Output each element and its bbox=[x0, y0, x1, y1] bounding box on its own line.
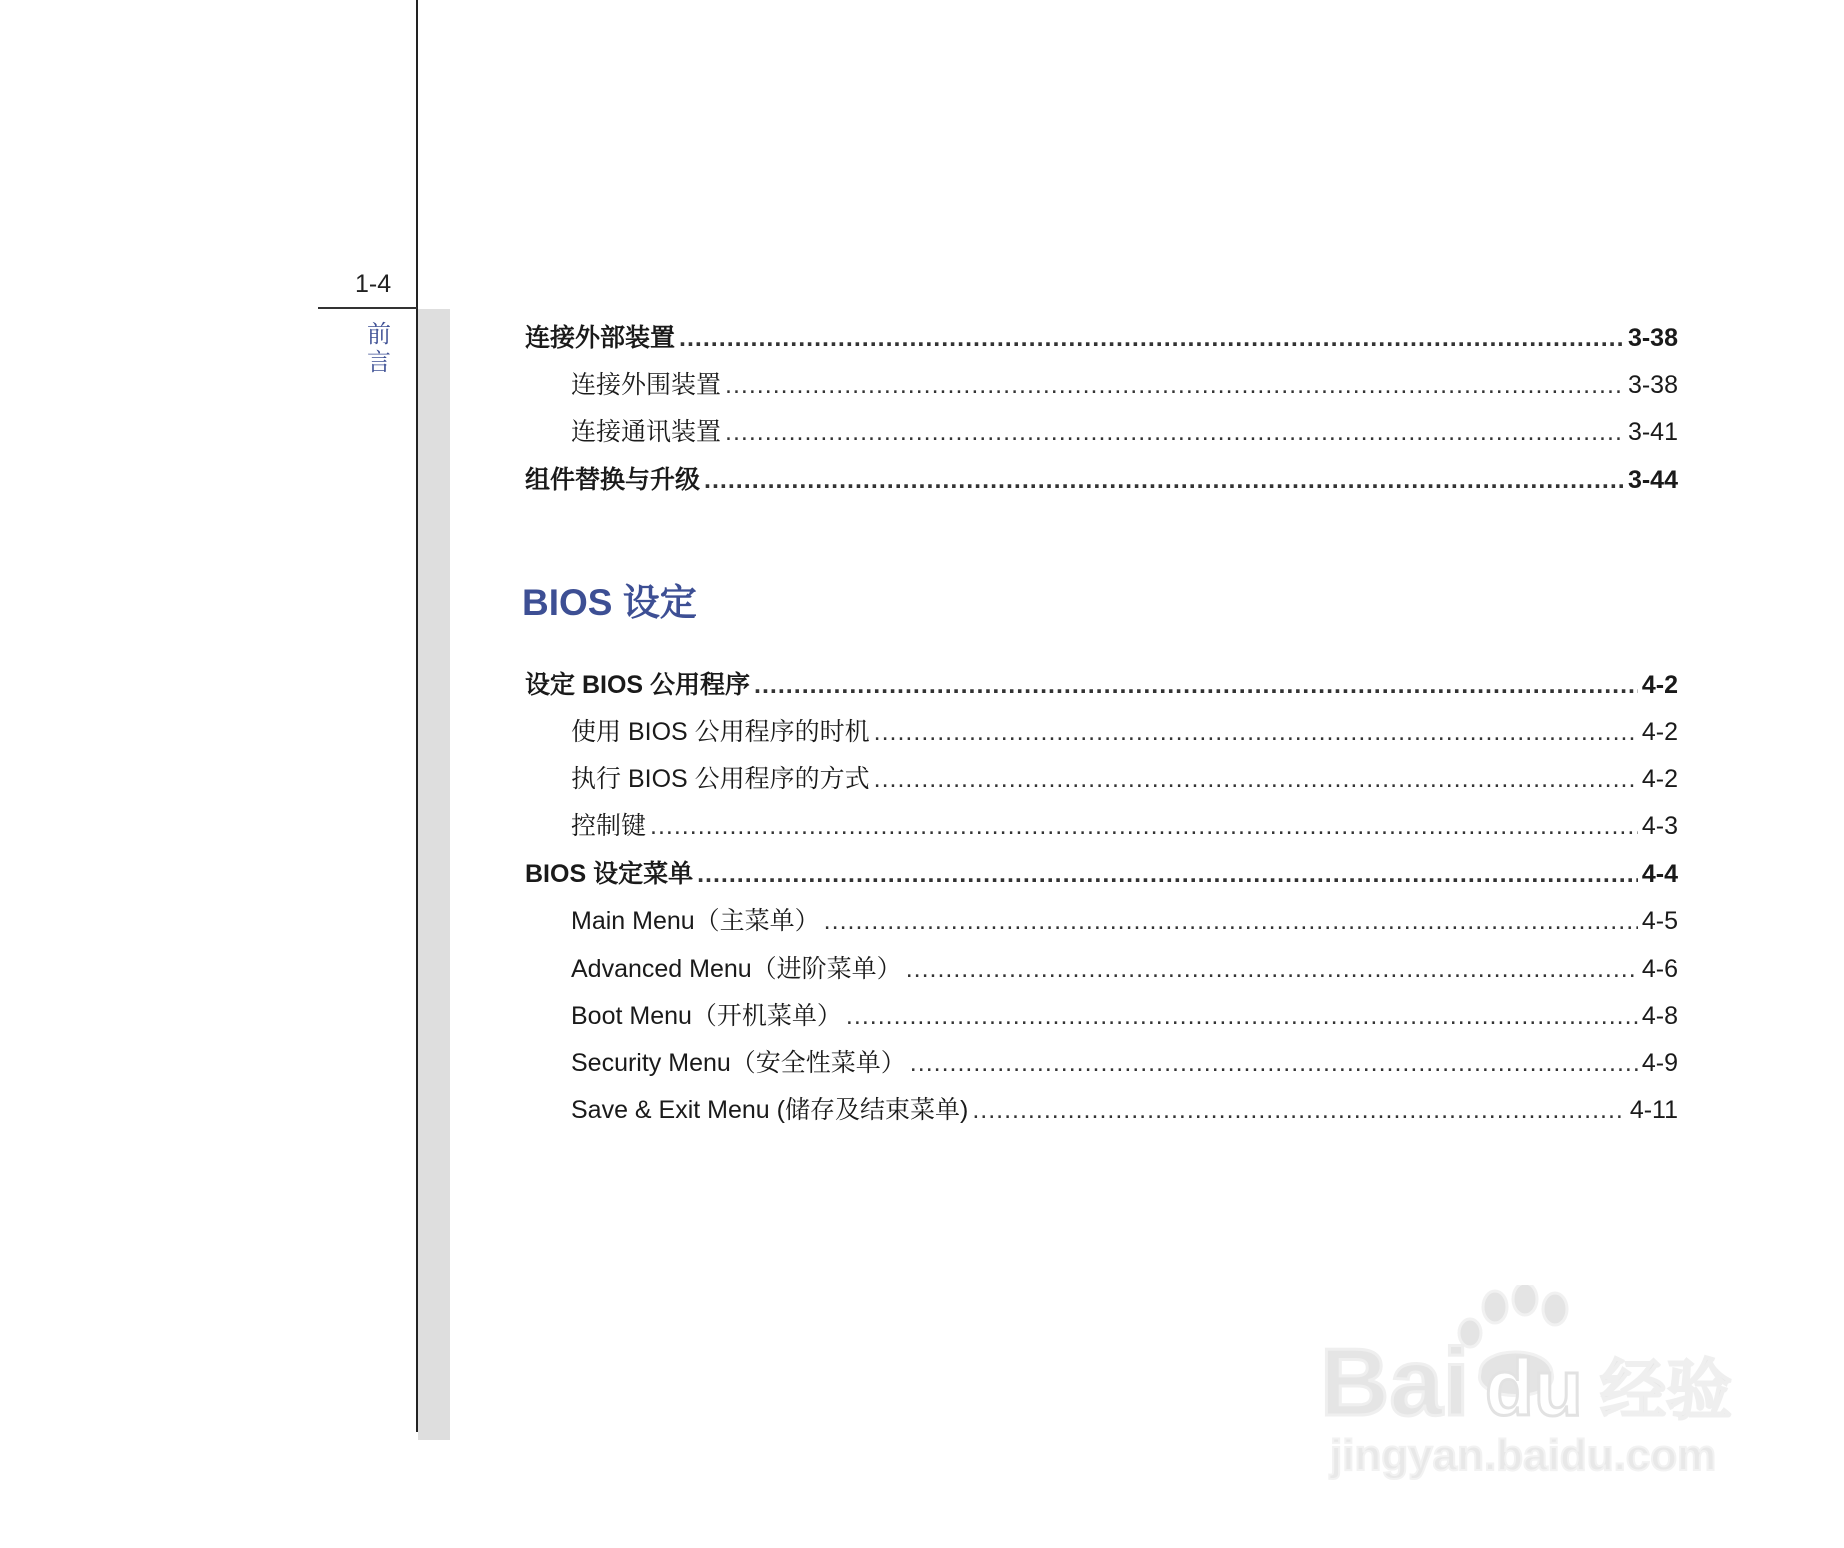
toc-entry[interactable] bbox=[525, 857, 1678, 891]
toc-leader-dots bbox=[725, 368, 1624, 402]
page-number: 1-4 bbox=[355, 270, 392, 298]
toc-entry-title: 设定 BIOS 公用程序 bbox=[525, 671, 751, 699]
toc-leader-dots bbox=[972, 1093, 1626, 1127]
toc-leader-dots bbox=[725, 415, 1624, 449]
toc-entry-page: 4-3 bbox=[1641, 812, 1678, 840]
svg-text:du: du bbox=[1485, 1343, 1583, 1432]
toc-entry-page: 3-38 bbox=[1627, 371, 1678, 399]
toc-leader-dots bbox=[824, 904, 1638, 938]
toc-leader-dots bbox=[874, 715, 1638, 749]
toc-entry[interactable] bbox=[571, 809, 1678, 843]
toc-entry-title: Main Menu（主菜单） bbox=[571, 907, 820, 935]
svg-text:jingyan.baidu.com: jingyan.baidu.com bbox=[1330, 1431, 1717, 1480]
toc-entry-page: 4-11 bbox=[1629, 1096, 1678, 1124]
toc-leader-dots bbox=[906, 952, 1638, 986]
toc-entry-page: 4-9 bbox=[1641, 1049, 1678, 1077]
toc-entry[interactable] bbox=[571, 999, 1678, 1033]
toc-entry[interactable] bbox=[571, 1093, 1678, 1127]
toc-entry-page: 4-4 bbox=[1641, 860, 1678, 888]
toc-entry-title: BIOS 设定菜单 bbox=[525, 860, 694, 888]
toc-entry-title: 连接外围装置 bbox=[571, 371, 722, 399]
toc-entry-page: 3-41 bbox=[1627, 418, 1678, 446]
toc-entry-title: 组件替换与升级 bbox=[525, 466, 701, 494]
toc-entry-page: 4-8 bbox=[1641, 1002, 1678, 1030]
toc-entry-page: 3-44 bbox=[1627, 466, 1678, 494]
toc-entry-title: Boot Menu（开机菜单） bbox=[571, 1002, 842, 1030]
toc-entry-page: 3-38 bbox=[1627, 324, 1678, 352]
toc-entry[interactable] bbox=[571, 715, 1678, 749]
toc-entry[interactable] bbox=[571, 952, 1678, 986]
toc-entry[interactable] bbox=[571, 1046, 1678, 1080]
toc-entry-title: Save & Exit Menu (储存及结束菜单) bbox=[571, 1096, 969, 1124]
toc-leader-dots bbox=[704, 463, 1624, 497]
toc-entry[interactable] bbox=[525, 321, 1678, 355]
toc-leader-dots bbox=[679, 321, 1624, 355]
toc-entry-page: 4-5 bbox=[1641, 907, 1678, 935]
toc-leader-dots bbox=[697, 857, 1638, 891]
toc-entry-title: 执行 BIOS 公用程序的方式 bbox=[571, 765, 870, 793]
toc-entry-title: Security Menu（安全性菜单） bbox=[571, 1049, 906, 1077]
toc-entry[interactable] bbox=[525, 668, 1678, 702]
toc-entry-title: Advanced Menu（进阶菜单） bbox=[571, 955, 902, 983]
toc-leader-dots bbox=[846, 999, 1638, 1033]
svg-text:Bai: Bai bbox=[1320, 1329, 1470, 1436]
toc-leader-dots bbox=[910, 1046, 1638, 1080]
toc-leader-dots bbox=[874, 762, 1638, 796]
toc-entry[interactable] bbox=[571, 904, 1678, 938]
toc-entry-title: 使用 BIOS 公用程序的时机 bbox=[571, 718, 870, 746]
toc-entry-page: 4-2 bbox=[1641, 718, 1678, 746]
toc-entry[interactable] bbox=[571, 415, 1678, 449]
baidu-paw-logo-icon bbox=[1320, 1285, 1760, 1485]
toc-entry[interactable] bbox=[571, 762, 1678, 796]
toc-entry-page: 4-2 bbox=[1641, 671, 1678, 699]
svg-text:经验: 经验 bbox=[1600, 1352, 1732, 1429]
section-title: BIOS 设定 bbox=[522, 582, 697, 623]
chapter-label: 前言 bbox=[367, 320, 391, 376]
toc-leader-dots bbox=[650, 809, 1638, 843]
toc-entry-title: 连接通讯装置 bbox=[571, 418, 722, 446]
baidu-jingyan-watermark bbox=[1320, 1285, 1760, 1485]
toc-entry[interactable] bbox=[571, 368, 1678, 402]
toc-entry-page: 4-6 bbox=[1641, 955, 1678, 983]
toc-entry-title: 控制键 bbox=[571, 812, 647, 840]
toc-entry[interactable] bbox=[525, 463, 1678, 497]
toc-entry-title: 连接外部装置 bbox=[525, 324, 676, 352]
toc-leader-dots bbox=[754, 668, 1638, 702]
toc-entry-page: 4-2 bbox=[1641, 765, 1678, 793]
